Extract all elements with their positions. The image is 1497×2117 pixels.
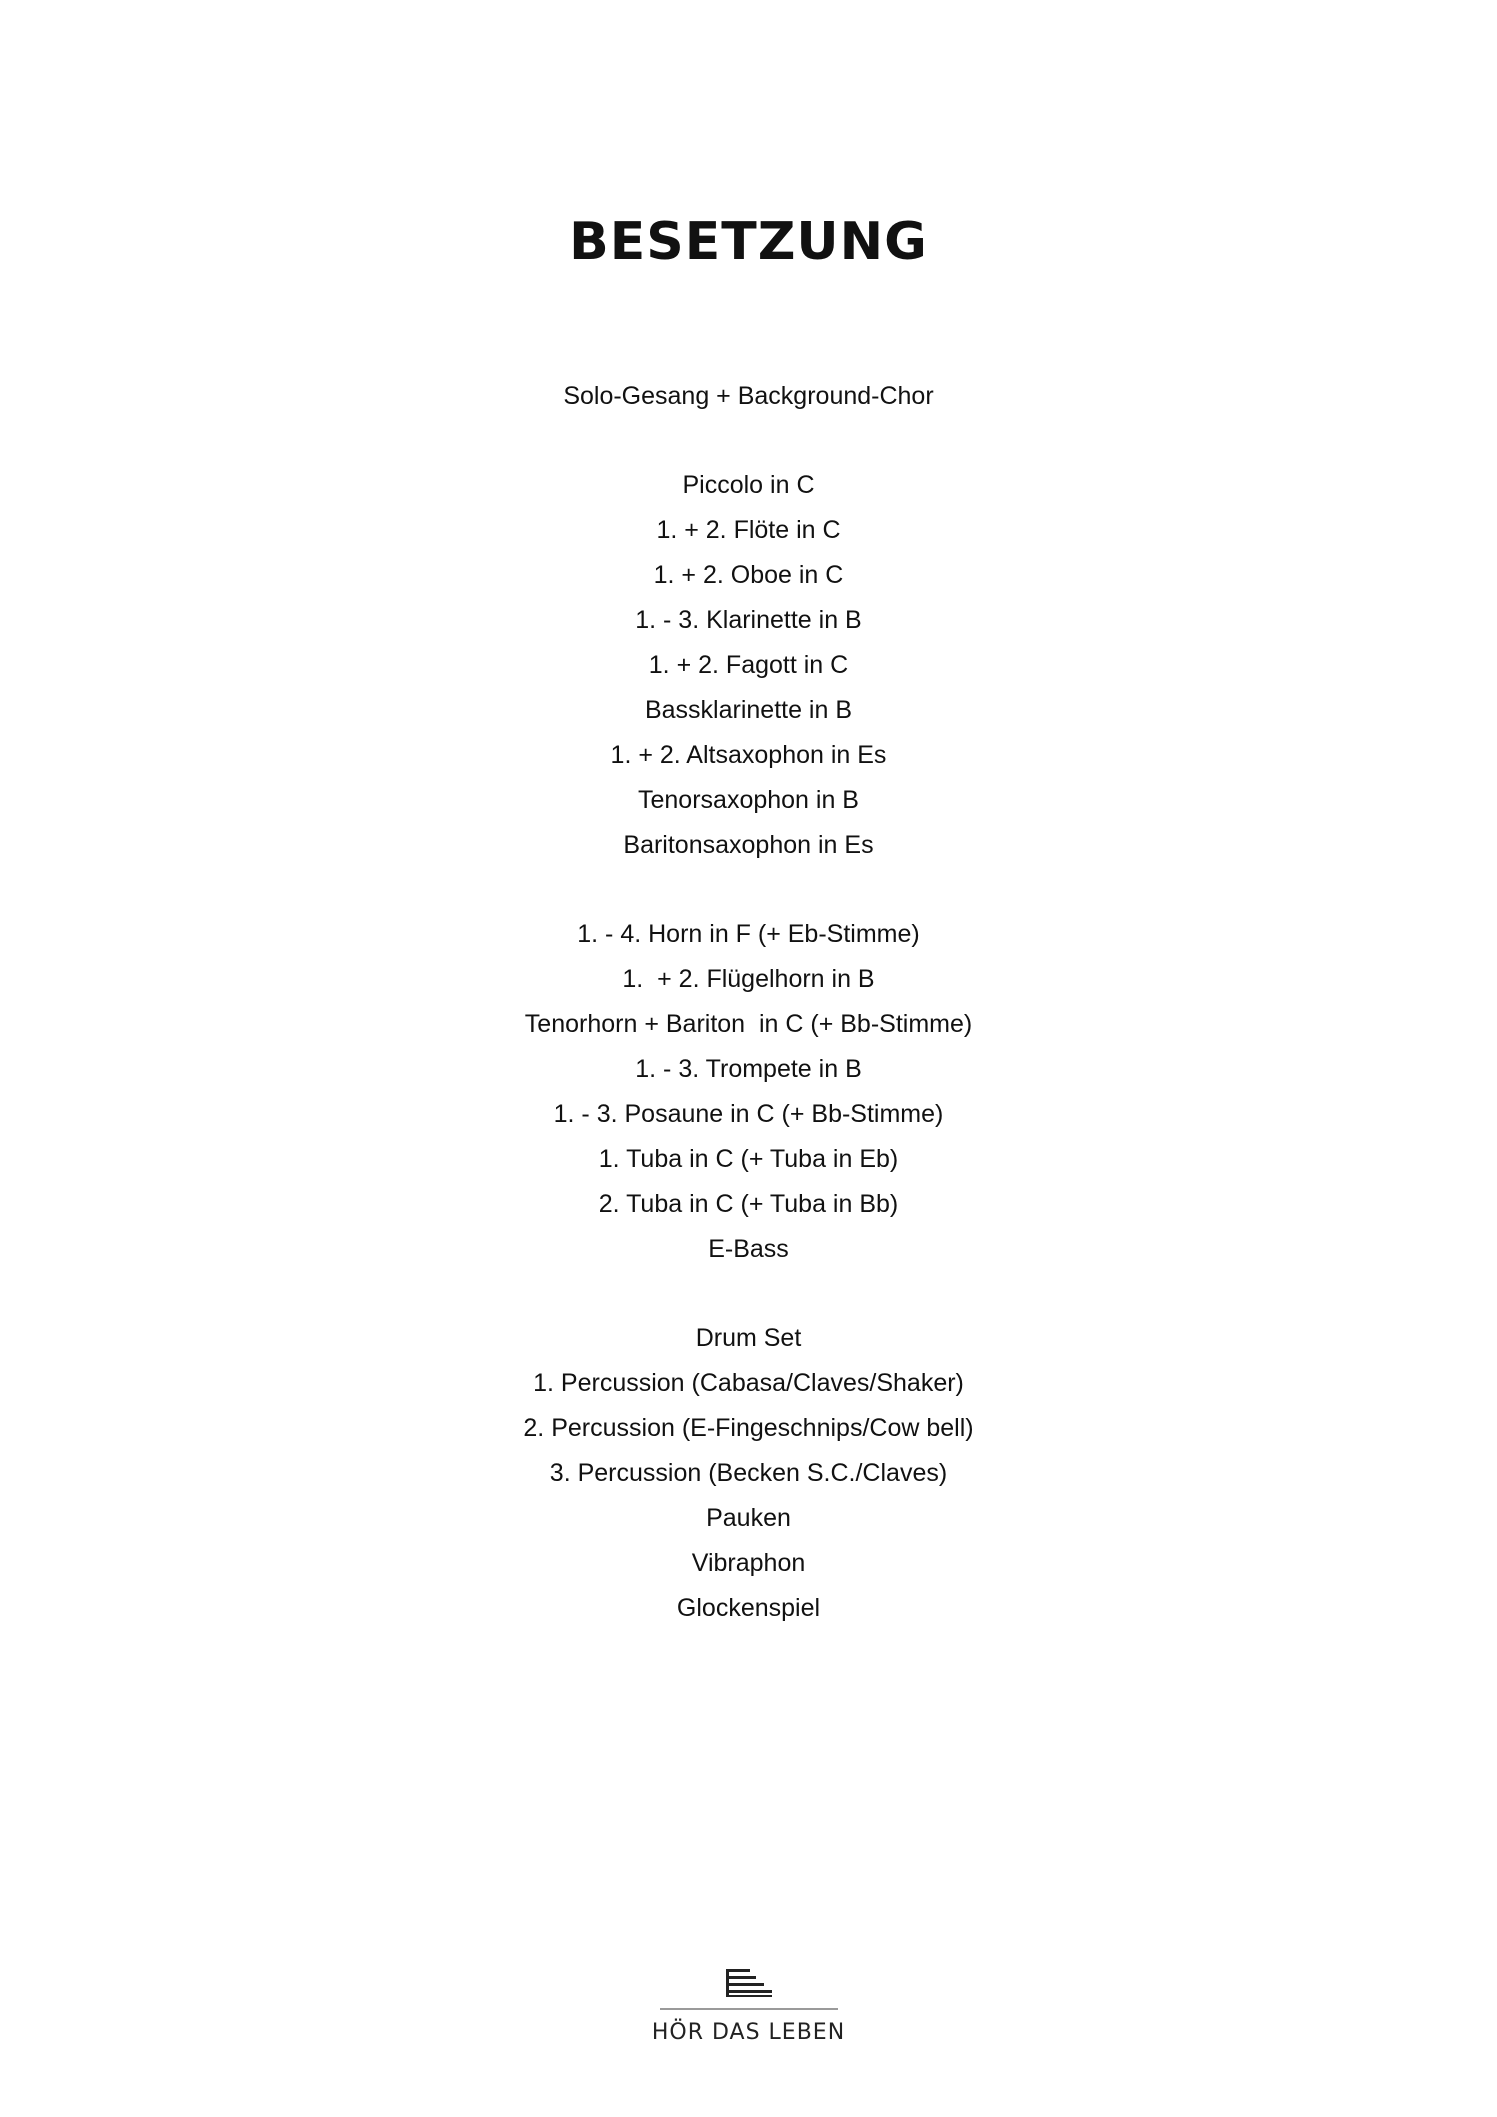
list-item: Bassklarinette in B: [644, 696, 853, 724]
list-item: Glockenspiel: [676, 1594, 821, 1622]
group-brass: [0, 912, 1497, 1272]
group-woodwinds: [0, 463, 1497, 868]
instrumentation-list: [0, 374, 1497, 1675]
list-item: 1. Percussion (Cabasa/Claves/Shaker): [533, 1369, 964, 1397]
list-item: Solo-Gesang + Background-Chor: [563, 382, 934, 410]
list-item: 1. + 2. Oboe in C: [653, 561, 844, 589]
footer: [0, 1968, 1497, 2045]
list-item: 1. Tuba in C (+ Tuba in Eb): [598, 1145, 899, 1173]
list-item: 1. - 4. Horn in F (+ Eb-Stimme): [577, 920, 920, 948]
list-item: Piccolo in C: [682, 471, 815, 499]
list-item: 1. + 2. Flügelhorn in B: [622, 965, 875, 993]
list-item: 2. Tuba in C (+ Tuba in Bb): [598, 1190, 899, 1218]
group-percussion: [0, 1316, 1497, 1631]
list-item: 1. - 3. Klarinette in B: [635, 606, 862, 634]
page-title: BESETZUNG: [569, 212, 928, 272]
list-item: Tenorhorn + Bariton in C (+ Bb-Stimme): [524, 1010, 973, 1038]
list-item: Vibraphon: [691, 1549, 806, 1577]
stacked-lines-logo-icon: [726, 1968, 772, 1998]
list-item: 1. + 2. Altsaxophon in Es: [610, 741, 887, 769]
list-item: 1. + 2. Flöte in C: [656, 516, 841, 544]
list-item: Pauken: [706, 1504, 791, 1532]
list-item: E-Bass: [708, 1235, 789, 1263]
list-item: 2. Percussion (E-Fingeschnips/Cow bell): [523, 1414, 974, 1442]
brand-name: HÖR DAS LEBEN: [651, 2020, 846, 2045]
group-vocals: [0, 374, 1497, 419]
list-item: 1. + 2. Fagott in C: [648, 651, 849, 679]
footer-divider: [660, 2008, 838, 2010]
list-item: Drum Set: [695, 1324, 802, 1352]
list-item: 1. - 3. Trompete in B: [635, 1055, 862, 1083]
list-item: Baritonsaxophon in Es: [623, 831, 874, 859]
list-item: 3. Percussion (Becken S.C./Claves): [549, 1459, 948, 1487]
list-item: Tenorsaxophon in B: [638, 786, 859, 814]
list-item: 1. - 3. Posaune in C (+ Bb-Stimme): [553, 1100, 944, 1128]
